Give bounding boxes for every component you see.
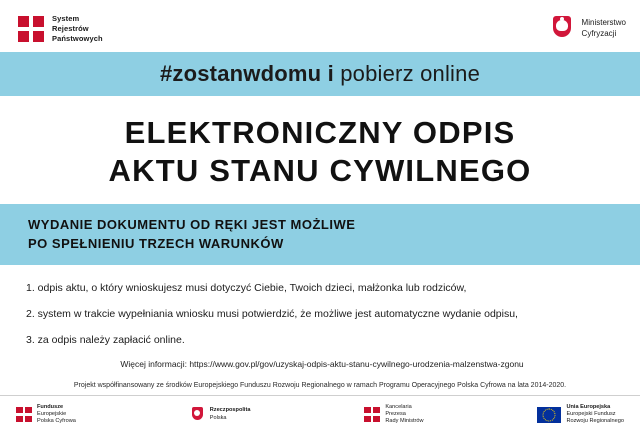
srp-squares-icon xyxy=(18,16,44,42)
ministry-logo-line1: Ministerstwo xyxy=(581,18,626,28)
srp-logo-line2: Rejestrów xyxy=(52,23,89,33)
polish-eagle-icon xyxy=(549,15,575,43)
ministry-logo xyxy=(549,15,626,43)
title-line-2: AKTU STANU CYWILNEGO xyxy=(108,152,532,188)
footer-logo-chancellery-line1: Kancelaria xyxy=(385,403,412,410)
footer-logo-chancellery xyxy=(364,404,423,426)
cofinancing-note: Projekt współfinansowany ze środków Europejskiego Funduszu Rozwoju Regionalnego w ramach Programu Operacyjnego Polska Cyfrowa na lata 2014-2020. xyxy=(73,382,567,390)
list-item: 2. system w trakcie wypełniania wniosku musi potwierdzić, że możliwe jest automatyczne wydanie odpisu, xyxy=(26,307,518,320)
footer-logo-bar xyxy=(0,395,640,426)
footer-logo-republic-line1: Rzeczpospolita xyxy=(209,407,251,414)
footer-logo-republic-text xyxy=(210,407,251,422)
footer-logo-republic-line2: Polska xyxy=(209,414,227,421)
footer-logo-eu-funds-line1: Fundusze xyxy=(37,403,64,410)
footer-logo-eu xyxy=(537,404,624,426)
srp-logo xyxy=(18,14,103,44)
eu-flag-icon xyxy=(537,407,561,423)
conditions-list xyxy=(0,265,640,374)
more-info-url[interactable]: https://www.gov.pl/gov/uzyskaj-odpis-aktu-stanu-cywilnego-urodzenia-malzenstwa-zgonu xyxy=(189,359,524,370)
srp-squares-icon xyxy=(364,407,380,423)
conditions-band xyxy=(0,204,640,265)
footer-logo-eu-line2: Europejski Fundusz xyxy=(566,411,616,418)
polish-eagle-icon xyxy=(190,406,205,423)
ministry-logo-text xyxy=(582,18,626,40)
footer-logo-chancellery-line2: Prezesa xyxy=(385,411,406,418)
footer-logo-eu-line3: Rozwoju Regionalnego xyxy=(566,418,624,425)
eu-funds-icon xyxy=(16,407,32,423)
list-item: 1. odpis aktu, o który wnioskujesz musi dotyczyć Ciebie, Twoich dzieci, małżonka lub rodziców, xyxy=(26,281,467,294)
footer-logo-chancellery-text xyxy=(385,404,423,426)
footer-logo-chancellery-line3: Rady Ministrów xyxy=(385,418,424,425)
more-info-prefix: Więcej informacji: xyxy=(120,359,190,370)
page-title xyxy=(0,96,640,204)
footer-logo-eu-funds-line3: Polska Cyfrowa xyxy=(37,418,76,425)
footer-logo-eu-line1: Unia Europejska xyxy=(566,403,611,410)
srp-logo-line3: Państwowych xyxy=(52,34,103,44)
poster-header xyxy=(0,0,640,52)
conditions-band-line-2: PO SPEŁNIENIU TRZECH WARUNKÓW xyxy=(28,236,284,252)
footer-logo-eu-text xyxy=(566,404,624,426)
hashtag-line xyxy=(160,61,480,87)
ministry-logo-line2: Cyfryzacji xyxy=(581,29,617,38)
hashtag-tail: pobierz online xyxy=(340,61,481,86)
hashtag-band xyxy=(0,52,640,96)
title-line-1: ELEKTRONICZNY ODPIS xyxy=(124,115,516,150)
more-info-line xyxy=(26,359,618,369)
conditions-band-line-1: WYDANIE DOKUMENTU OD RĘKI JEST MOŻLIWE xyxy=(28,216,356,232)
footer-logo-eu-funds-text xyxy=(37,404,76,426)
list-item: 3. za odpis należy zapłacić online. xyxy=(26,333,185,346)
footer-logo-republic xyxy=(190,406,251,423)
hashtag-text: #zostanwdomu i xyxy=(159,61,341,86)
srp-logo-line1: System xyxy=(52,13,80,23)
srp-logo-text xyxy=(52,14,103,44)
footer-logo-eu-funds xyxy=(16,404,76,426)
footer-logo-eu-funds-line2: Europejskie xyxy=(37,411,67,418)
